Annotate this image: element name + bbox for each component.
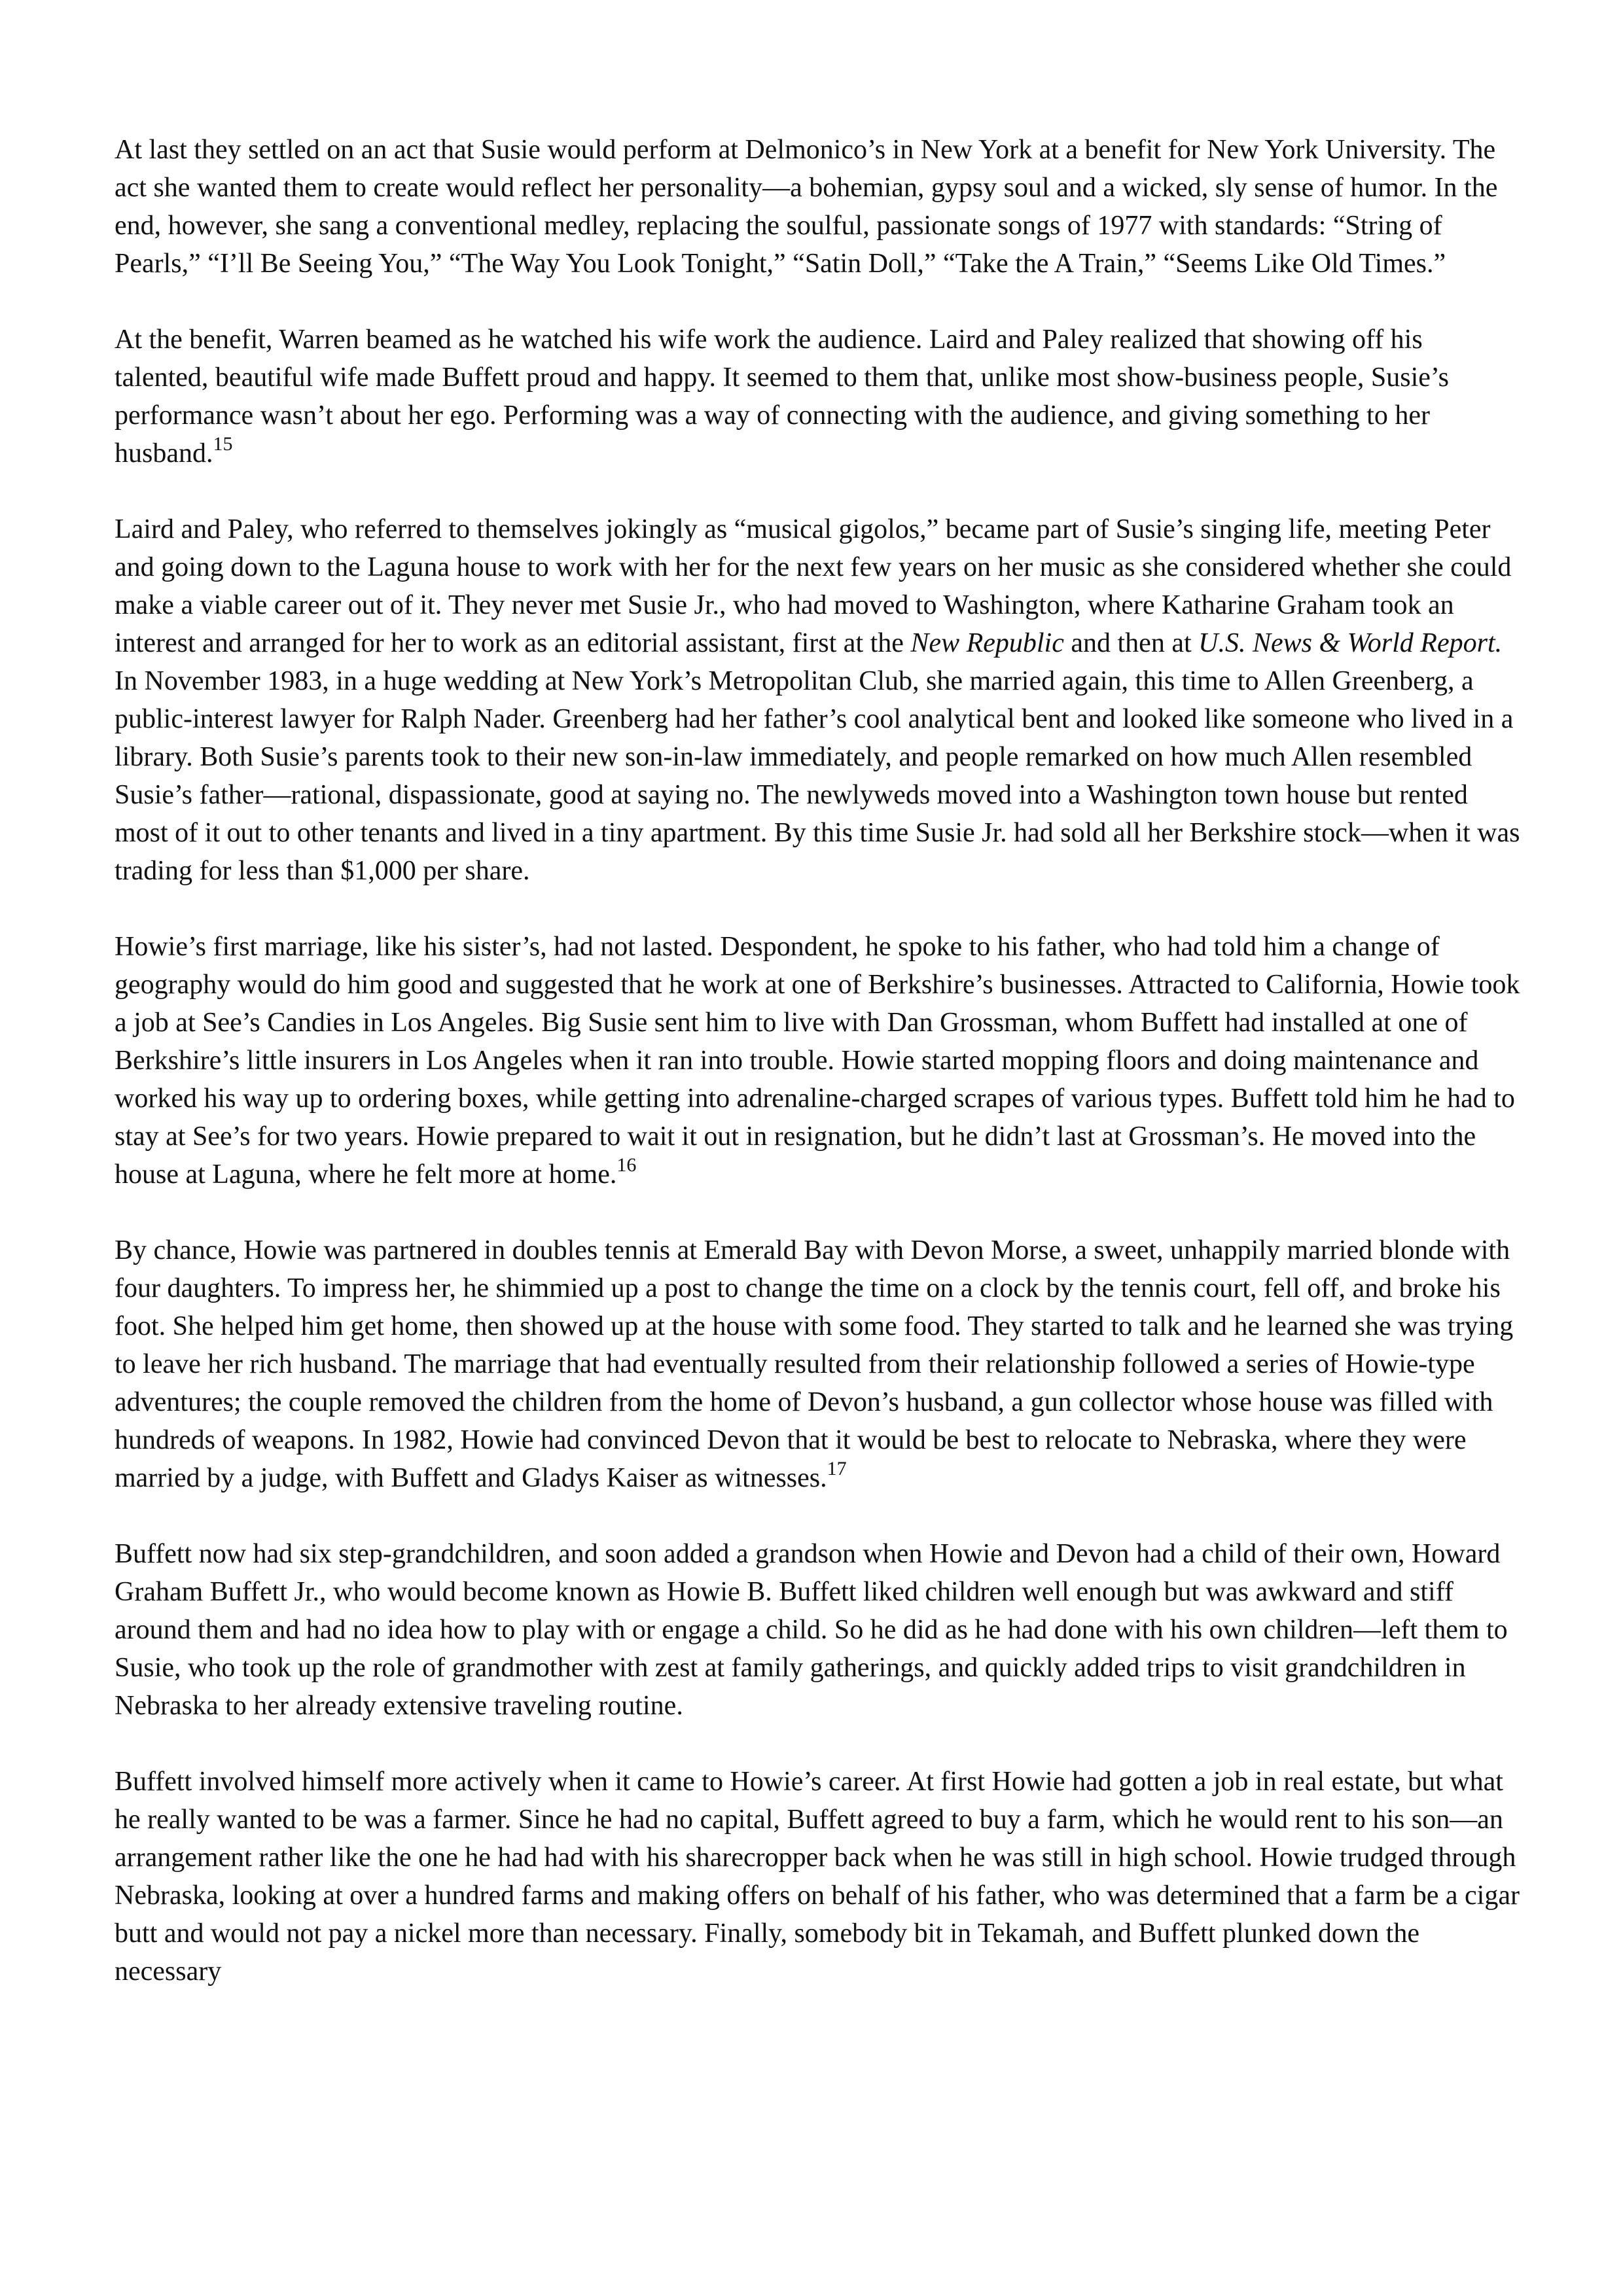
paragraph-devon-morse	[115, 1231, 1522, 1497]
book-page	[115, 131, 1522, 1990]
paragraph-text: In November 1983, in a huge wedding at New York’s Metropolitan Club, she married again, this time to Allen Greenberg, a public-interest lawyer for Ralph Nader. Greenberg had her father’s cool analytical bent and looked like someone who lived in a library. Both Susie’s parents took to their new son-in-law immediately, and people remarked on how much Allen resembled Susie’s father—rational, dispassionate, good at saying no. The newlyweds moved into a Washington town house but rented most of it out to other tenants and lived in a tiny apartment. By this time Susie Jr. had sold all her Berkshire stock—when it was trading for less than $1,000 per share.	[115, 666, 1520, 886]
publication-title: U.S. News & World Report.	[1198, 628, 1503, 658]
footnote-marker: 15	[213, 433, 233, 455]
publication-title: New Republic	[910, 628, 1064, 658]
paragraph-text: Buffett now had six step-grandchildren, and soon added a grandson when Howie and Devon had a child of their own, Howard Graham Buffett Jr., who would become known as Howie B. Buffett liked children well enough but was awkward and stiff around them and had no idea how to play with or engage a child. So he did as he had done with his own children—left them to Susie, who took up the role of grandmother with zest at family gatherings, and quickly added trips to visit grandchildren in Nebraska to her already extensive traveling routine.	[115, 1539, 1508, 1721]
paragraph-text: Howie’s first marriage, like his sister’s, had not lasted. Despondent, he spoke to his father, who had told him a change of geography would do him good and suggested that he work at one of Berkshire’s businesses. Attracted to California, Howie took a job at See’s Candies in Los Angeles. Big Susie sent him to live with Dan Grossman, whom Buffett had installed at one of Berkshire’s little insurers in Los Angeles when it ran into trouble. Howie started mopping floors and doing maintenance and worked his way up to ordering boxes, while getting into adrenaline-charged scrapes of various types. Buffett told him he had to stay at See’s for two years. Howie prepared to wait it out in resignation, but he didn’t last at Grossman’s. He moved into the house at Laguna, where he felt more at home.	[115, 932, 1520, 1190]
paragraph-text: At the benefit, Warren beamed as he watched his wife work the audience. Laird and Paley realized that showing off his talented, beautiful wife made Buffett proud and happy. It seemed to them that, unlike most show-business people, Susie’s performance wasn’t about her ego. Performing was a way of connecting with the audience, and giving something to her husband.	[115, 325, 1449, 468]
paragraph-text: Buffett involved himself more actively when it came to Howie’s career. At first Howie had gotten a job in real estate, but what he really wanted to be was a farmer. Since he had no capital, Buffett agreed to buy a farm, which he would rent to his son—an arrangement rather like the one he had had with his sharecropper back when he was still in high school. Howie trudged through Nebraska, looking at over a hundred farms and making offers on behalf of his father, who was determined that a farm be a cigar butt and would not pay a nickel more than necessary. Finally, somebody bit in Tekamah, and Buffett plunked down the necessary	[115, 1767, 1520, 1987]
footnote-marker: 16	[616, 1154, 637, 1176]
paragraph-benefit	[115, 321, 1522, 472]
paragraph-text: By chance, Howie was partnered in doubles tennis at Emerald Bay with Devon Morse, a sweet, unhappily married blonde with four daughters. To impress her, he shimmied up a post to change the time on a clock by the tennis court, fell off, and broke his foot. She helped him get home, then showed up at the house with some food. They started to talk and he learned she was trying to leave her rich husband. The marriage that had eventually resulted from their relationship followed a series of Howie-type adventures; the couple removed the children from the home of Devon’s husband, a gun collector whose house was filled with hundreds of weapons. In 1982, Howie had convinced Devon that it would be best to relocate to Nebraska, where they were married by a judge, with Buffett and Gladys Kaiser as witnesses.	[115, 1235, 1514, 1493]
paragraph-text: Laird and Paley, who referred to themselves jokingly as “musical gigolos,” became part of Susie’s singing life, meeting Peter and going down to the Laguna house to work with her for the next few years on her music as she considered whether she could make a viable career out of it. They never met Susie Jr., who had moved to Washington, where Katharine Graham took an interest and arranged for her to work as an editorial assistant, first at the	[115, 514, 1512, 658]
paragraph-text: and then at	[1063, 628, 1199, 658]
paragraph-delmonicos-act	[115, 131, 1522, 283]
paragraph-howie-marriage	[115, 928, 1522, 1193]
paragraph-text: At last they settled on an act that Susie would perform at Delmonico’s in New York at a benefit for New York University. The act she wanted them to create would reflect her personality—a bohemian, gypsy soul and a wicked, sly sense of humor. In the end, however, she sang a conventional medley, replacing the soulful, passionate songs of 1977 with standards: “String of Pearls,” “I’ll Be Seeing You,” “The Way You Look Tonight,” “Satin Doll,” “Take the A Train,” “Seems Like Old Times.”	[115, 135, 1498, 279]
paragraph-laird-paley	[115, 510, 1522, 890]
footnote-marker: 17	[827, 1458, 847, 1479]
paragraph-grandchildren	[115, 1535, 1522, 1725]
paragraph-howie-career	[115, 1763, 1522, 1990]
